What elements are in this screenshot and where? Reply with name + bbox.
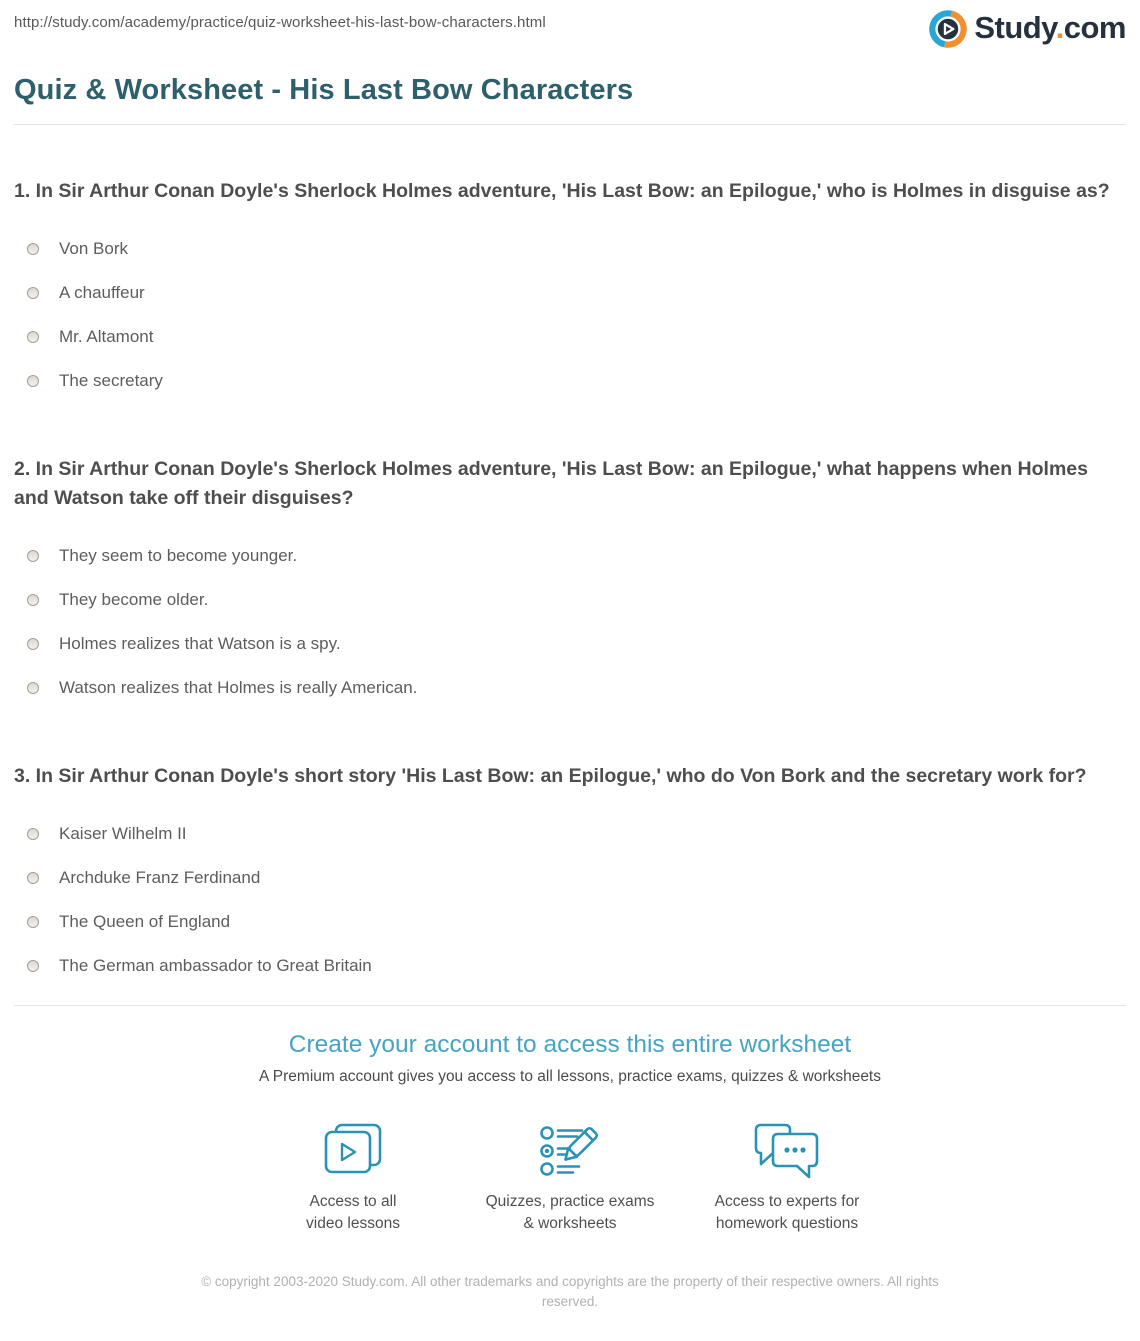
feature-label: Access to experts for homework questions bbox=[714, 1193, 860, 1233]
option-label: They seem to become younger. bbox=[59, 545, 298, 565]
question-3-options bbox=[14, 812, 1126, 988]
studycom-logo[interactable] bbox=[929, 10, 1126, 48]
answer-option[interactable] bbox=[14, 227, 1126, 271]
question-3 bbox=[14, 762, 1126, 988]
cta-heading[interactable]: Create your account to access this entire worksheet bbox=[288, 1031, 852, 1059]
copyright-notice: © copyright 2003-2020 Study.com. All other trademarks and copyrights are the property of their respective owners. All rights reserved. bbox=[201, 1274, 939, 1309]
option-label: Archduke Franz Ferdinand bbox=[59, 868, 261, 888]
quiz-worksheet-icon bbox=[462, 1120, 679, 1180]
question-1 bbox=[14, 177, 1126, 403]
studycom-wordmark: Study.com bbox=[974, 9, 1126, 45]
radio-button[interactable] bbox=[27, 375, 39, 387]
option-label: A chauffeur bbox=[59, 283, 145, 303]
answer-option[interactable] bbox=[14, 856, 1126, 900]
video-lessons-icon bbox=[245, 1120, 462, 1180]
question-text: 2. In Sir Arthur Conan Doyle's Sherlock Holmes adventure, 'His Last Bow: an Epilogue,' what happens when Holmes and Watson take off their disguises? bbox=[14, 458, 1088, 509]
question-2 bbox=[14, 455, 1126, 710]
feature-video-lessons bbox=[245, 1120, 462, 1235]
radio-button[interactable] bbox=[27, 331, 39, 343]
question-text: 3. In Sir Arthur Conan Doyle's short story 'His Last Bow: an Epilogue,' who do Von Bork and the secretary work for? bbox=[14, 764, 1087, 787]
radio-button[interactable] bbox=[27, 550, 39, 562]
radio-button[interactable] bbox=[27, 960, 39, 972]
option-label: The Queen of England bbox=[59, 912, 231, 932]
question-2-options bbox=[14, 534, 1126, 710]
radio-button[interactable] bbox=[27, 287, 39, 299]
radio-button[interactable] bbox=[27, 243, 39, 255]
feature-homework-experts bbox=[679, 1120, 896, 1235]
radio-button[interactable] bbox=[27, 638, 39, 650]
answer-option[interactable] bbox=[14, 534, 1126, 578]
radio-button[interactable] bbox=[27, 828, 39, 840]
create-account-section bbox=[14, 1031, 1126, 1341]
section-divider bbox=[14, 1005, 1126, 1006]
radio-button[interactable] bbox=[27, 594, 39, 606]
question-1-options bbox=[14, 227, 1126, 403]
question-text: 1. In Sir Arthur Conan Doyle's Sherlock Holmes adventure, 'His Last Bow: an Epilogue,' who is Holmes in disguise as? bbox=[14, 180, 1110, 202]
option-label: Mr. Altamont bbox=[59, 327, 154, 347]
page-title: Quiz & Worksheet - His Last Bow Characters bbox=[14, 74, 634, 106]
radio-button[interactable] bbox=[27, 872, 39, 884]
answer-option[interactable] bbox=[14, 622, 1126, 666]
answer-option[interactable] bbox=[14, 578, 1126, 622]
premium-features bbox=[14, 1120, 1126, 1235]
answer-option[interactable] bbox=[14, 944, 1126, 988]
page-url: http://study.com/academy/practice/quiz-worksheet-his-last-bow-characters.html bbox=[14, 14, 546, 31]
option-label: They become older. bbox=[59, 589, 209, 609]
radio-button[interactable] bbox=[27, 682, 39, 694]
option-label: Kaiser Wilhelm II bbox=[59, 824, 187, 844]
page-header bbox=[14, 0, 1126, 48]
answer-option[interactable] bbox=[14, 900, 1126, 944]
option-label: Watson realizes that Holmes is really American. bbox=[59, 677, 418, 697]
chat-experts-icon bbox=[679, 1120, 896, 1180]
answer-option[interactable] bbox=[14, 666, 1126, 710]
feature-label: Access to all video lessons bbox=[306, 1193, 400, 1233]
feature-quizzes-worksheets bbox=[462, 1120, 679, 1235]
answer-option[interactable] bbox=[14, 359, 1126, 403]
option-label: Von Bork bbox=[59, 239, 128, 259]
radio-button[interactable] bbox=[27, 916, 39, 928]
title-divider bbox=[14, 124, 1126, 125]
answer-option[interactable] bbox=[14, 315, 1126, 359]
option-label: The secretary bbox=[59, 371, 163, 391]
option-label: Holmes realizes that Watson is a spy. bbox=[59, 633, 341, 653]
feature-label: Quizzes, practice exams & worksheets bbox=[485, 1193, 655, 1233]
answer-option[interactable] bbox=[14, 812, 1126, 856]
answer-option[interactable] bbox=[14, 271, 1126, 315]
cta-subheading: A Premium account gives you access to all lessons, practice exams, quizzes & worksheets bbox=[259, 1068, 881, 1086]
option-label: The German ambassador to Great Britain bbox=[59, 956, 372, 976]
studycom-play-icon bbox=[929, 10, 967, 48]
